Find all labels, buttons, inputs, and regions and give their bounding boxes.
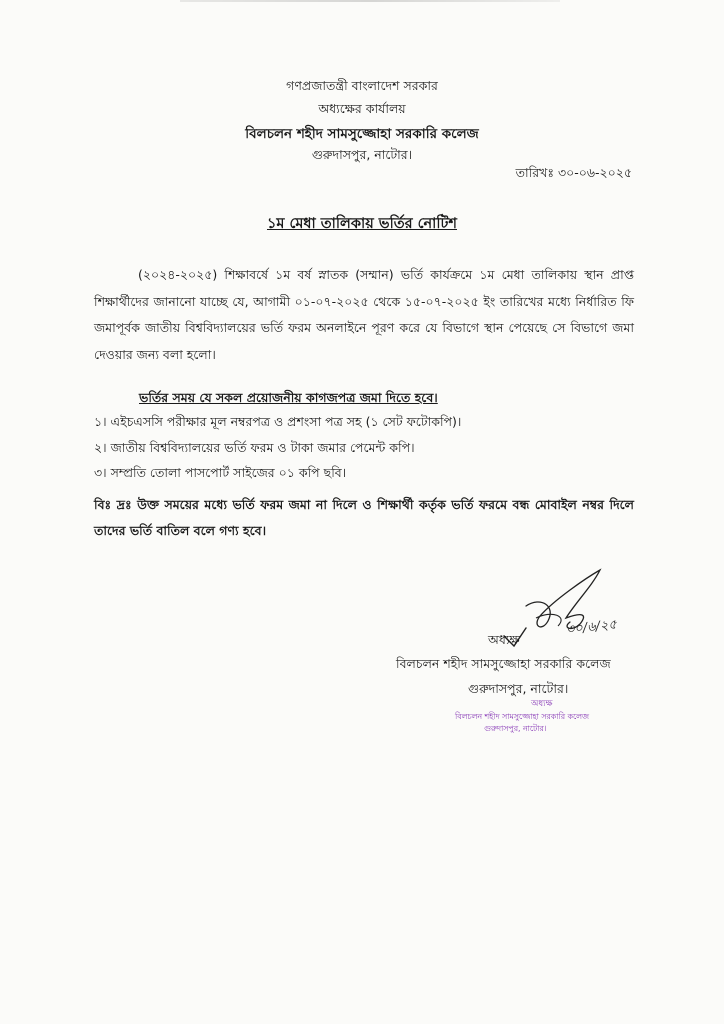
stamp-college: বিলচলন শহীদ সামসুজ্জোহা সরকারি কলেজ <box>455 712 589 721</box>
document-item: ২। জাতীয় বিশ্ববিদ্যালয়ের ভর্তি ফরম ও টাকা জমার পেমেন্ট কপি। <box>94 440 415 455</box>
notice-date: তারিখঃ ৩০-০৬-২০২৫ <box>515 165 632 180</box>
body-paragraph: (২০২৪-২০২৫) শিক্ষাবর্ষে ১ম বর্ষ স্নাতক (সম্মান) ভর্তি কার্যক্রমে ১ম মেধা তালিকায় স্থান প্রাপ্ত শিক্ষার্থীদের জানানো যাচ্ছে যে, আগামী ০১-০৭-২০২৫ থেকে ১৫-০৭-২০২৫ ইং তারিখের মধ্যে নির্ধারিত ফি জমাপূর্বক জাতীয় বিশ্ববিদ্যালয়ের ভর্তি ফরম অনলাইনে পূরণ করে যে বিভাগে স্থান পেয়েছে সে বিভাগে জমা দেওয়ার জন্য বলা হলো। <box>94 267 634 362</box>
header-college: বিলচলন শহীদ সামসুজ্জোহা সরকারি কলেজ <box>245 126 479 142</box>
document-item: ৩। সম্প্রতি তোলা পাসপোর্ট সাইজের ০১ কপি ছবি। <box>94 465 347 480</box>
signature-date: ৩০/৬/২৫ <box>565 617 618 638</box>
documents-heading: ভর্তির সময় যে সকল প্রয়োজনীয় কাগজপত্র জমা দিতে হবে। <box>139 390 438 405</box>
header-office: অধ্যক্ষের কার্যালয় <box>318 101 406 116</box>
signatory-title: অধ্যক্ষ <box>488 632 520 647</box>
signatory-college: বিলচলন শহীদ সামসুজ্জোহা সরকারি কলেজ <box>396 656 611 671</box>
stamp-location: গুরুদাসপুর, নাটোর। <box>484 724 547 733</box>
stamp-title: অধ্যক্ষ <box>531 699 553 709</box>
signatory-location: গুরুদাসপুর, নাটোর। <box>468 681 569 696</box>
header-location: গুরুদাসপুর, নাটোর। <box>311 147 413 162</box>
warning-note: বিঃ দ্রঃ উক্ত সময়ের মধ্যে ভর্তি ফরম জমা না দিলে ও শিক্ষার্থী কর্তৃক ভর্তি ফরমে বন্ধ মোবাইল নম্বর দিলে তাদের ভর্তি বাতিল বলে গণ্য হবে। <box>94 497 634 538</box>
header-government: গণপ্রজাতন্ত্রী বাংলাদেশ সরকার <box>286 78 438 93</box>
notice-title: ১ম মেধা তালিকায় ভর্তির নোটিশ <box>266 216 458 232</box>
scan-edge-mark <box>180 0 560 2</box>
handwritten-signature <box>496 566 666 656</box>
document-item: ১। এইচএসসি পরীক্ষার মূল নম্বরপত্র ও প্রশংসা পত্র সহ (১ সেট ফটোকপি)। <box>94 414 462 429</box>
